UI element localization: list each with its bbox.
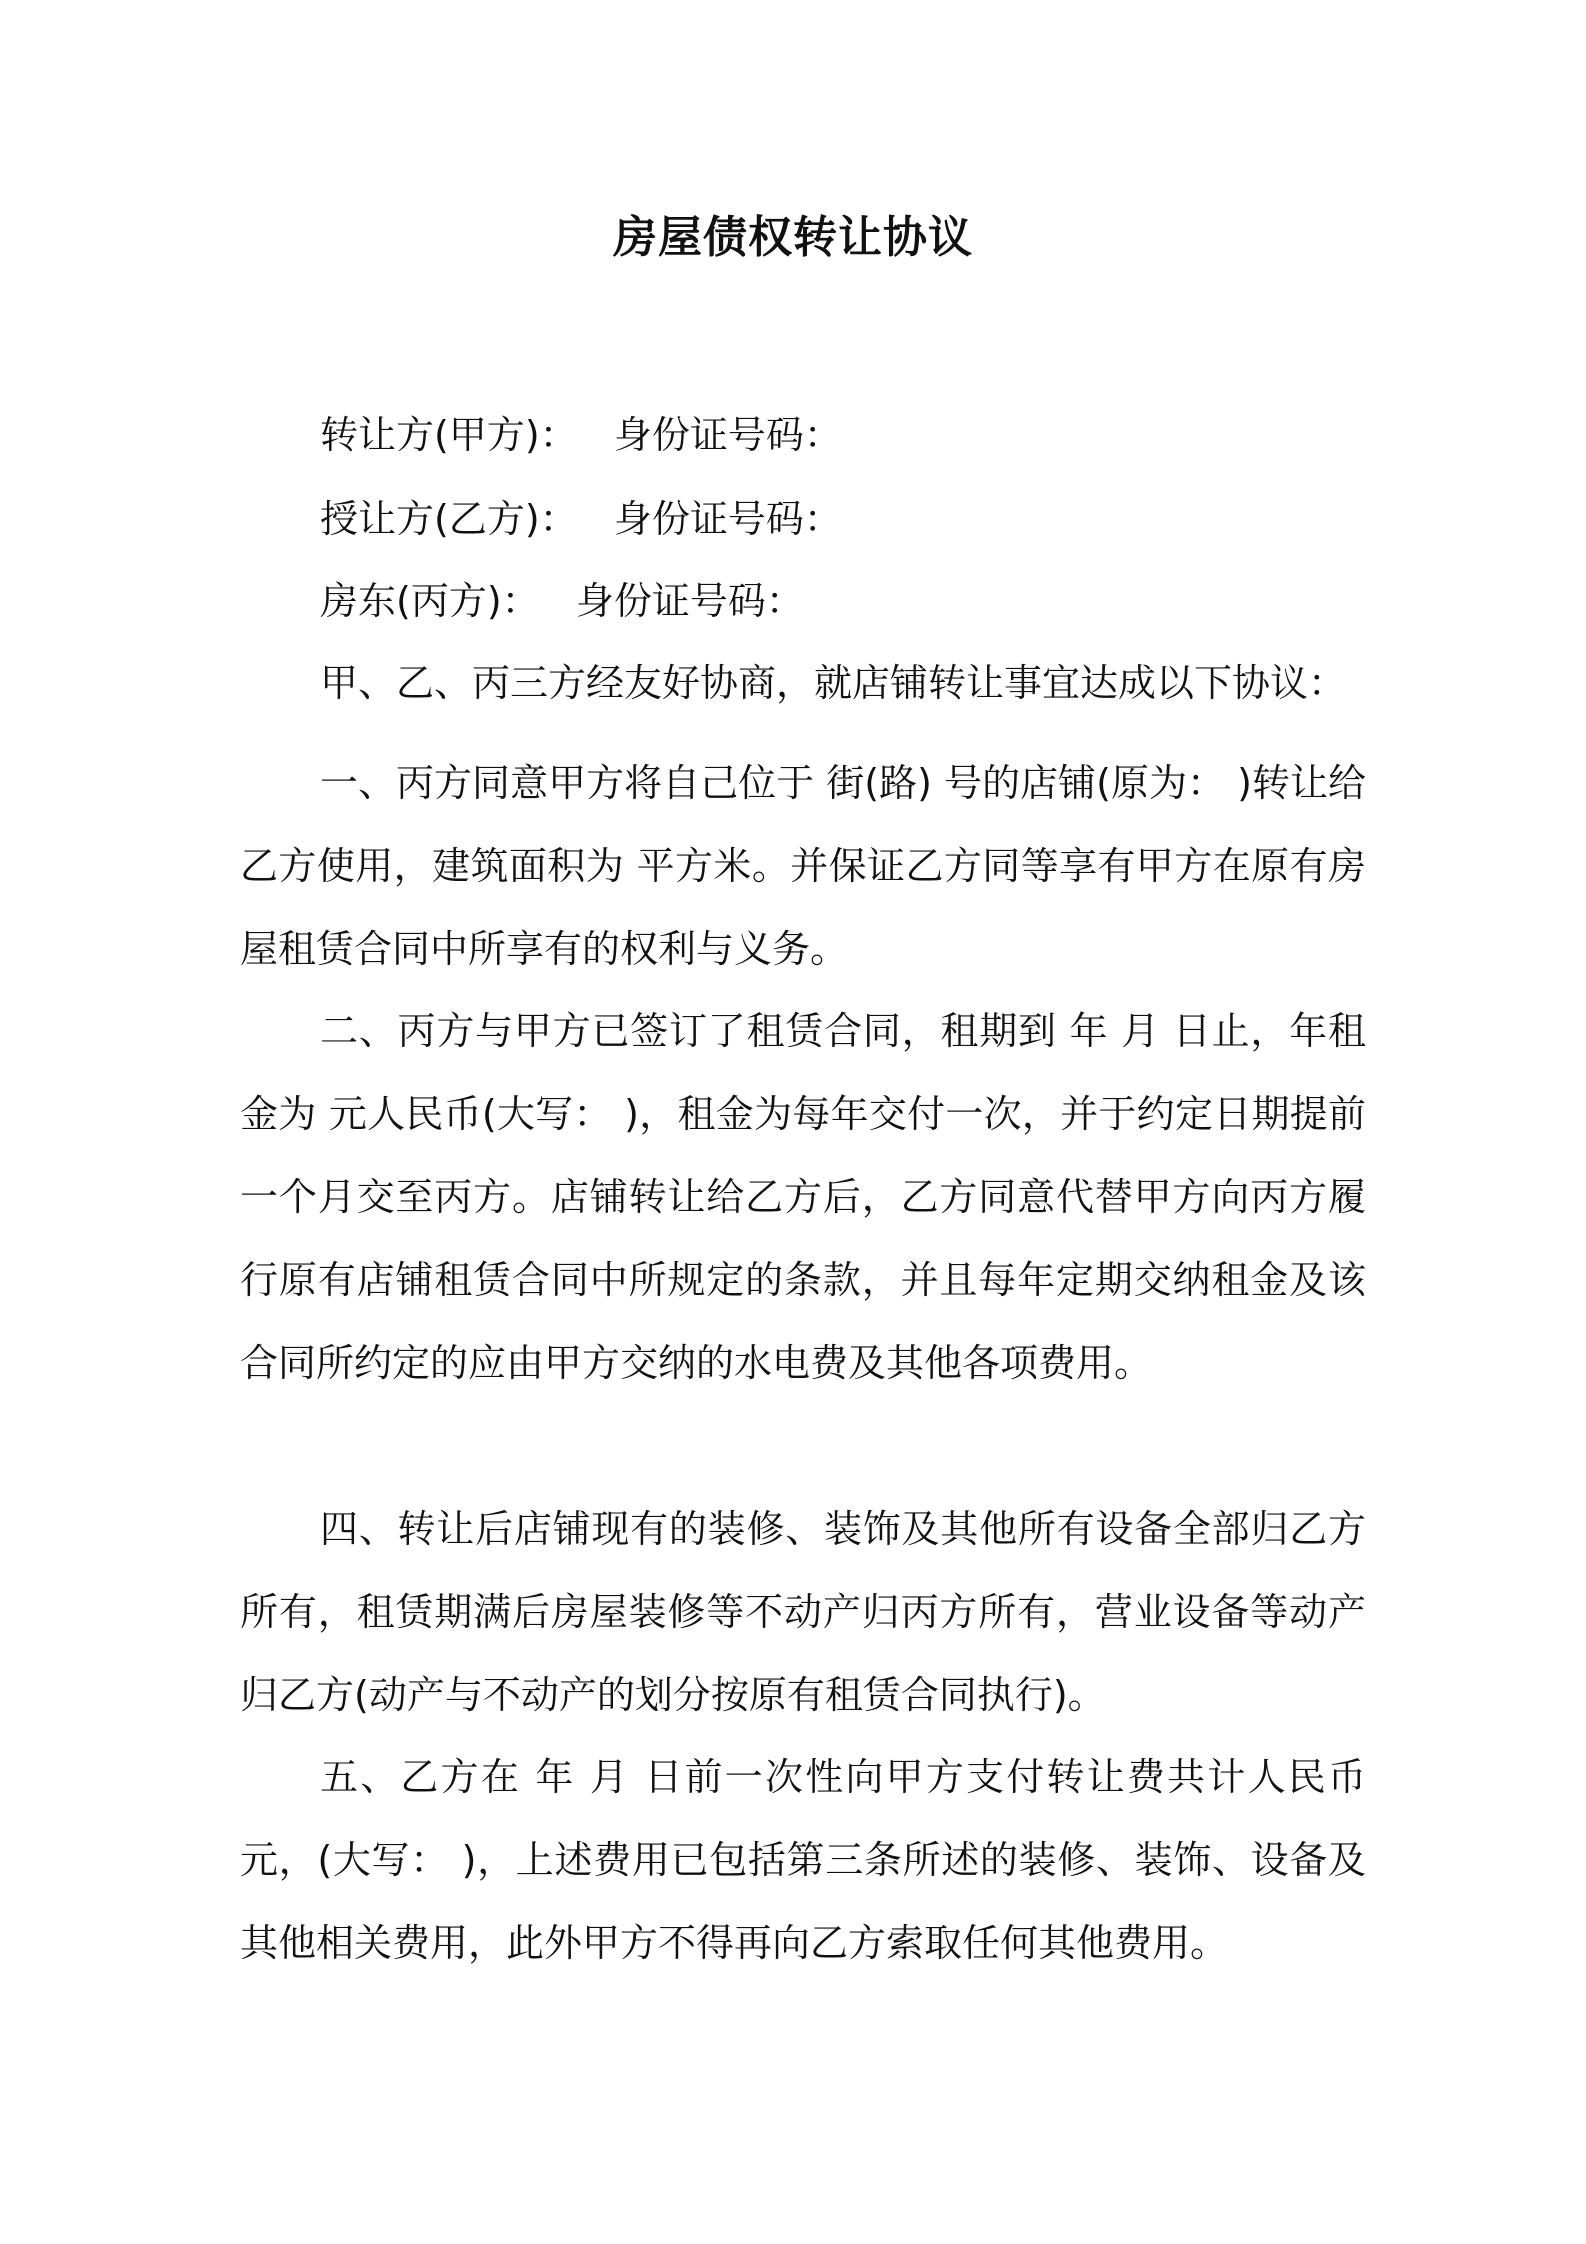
party-landlord: 房东(丙方)： 身份证号码： bbox=[320, 579, 804, 623]
party-transferee: 授让方(乙方)： 身份证号码： bbox=[320, 497, 842, 541]
agreement-intro: 甲、乙、丙三方经友好协商，就店铺转让事宜达成以下协议： bbox=[320, 661, 1347, 705]
clause-2: 二、丙方与甲方已签订了租赁合同，租期到 年 月 日止，年租金为 元人民币(大写： )，租金为每年交付一次，并于约定日期提前一个月交至丙方。店铺转让给乙方后，乙方同意代替甲方向丙方履行原有店铺租赁合同中所规定的条款，并且每年定期交纳租金及该合同所约定的应由甲方交纳的水电费及其他各项费用。 bbox=[240, 1009, 1366, 1385]
clause-4: 四、转让后店铺现有的装修、装饰及其他所有设备全部归乙方所有，租赁期满后房屋装修等不动产归丙方所有，营业设备等动产归乙方(动产与不动产的划分按原有租赁合同执行)。 bbox=[240, 1507, 1366, 1717]
clause-1: 一、丙方同意甲方将自己位于 街(路) 号的店铺(原为： )转让给乙方使用，建筑面积为 平方米。并保证乙方同等享有甲方在原有房屋租赁合同中所享有的权利与义务。 bbox=[240, 761, 1366, 971]
party-transferor: 转让方(甲方)： 身份证号码： bbox=[320, 413, 842, 457]
document-title: 房屋债权转让协议 bbox=[613, 212, 973, 263]
clause-5: 五、乙方在 年 月 日前一次性向甲方支付转让费共计人民币 元，(大写： )，上述费用已包括第三条所述的装修、装饰、设备及其他相关费用，此外甲方不得再向乙方索取任何其他费用。 bbox=[240, 1755, 1366, 1965]
